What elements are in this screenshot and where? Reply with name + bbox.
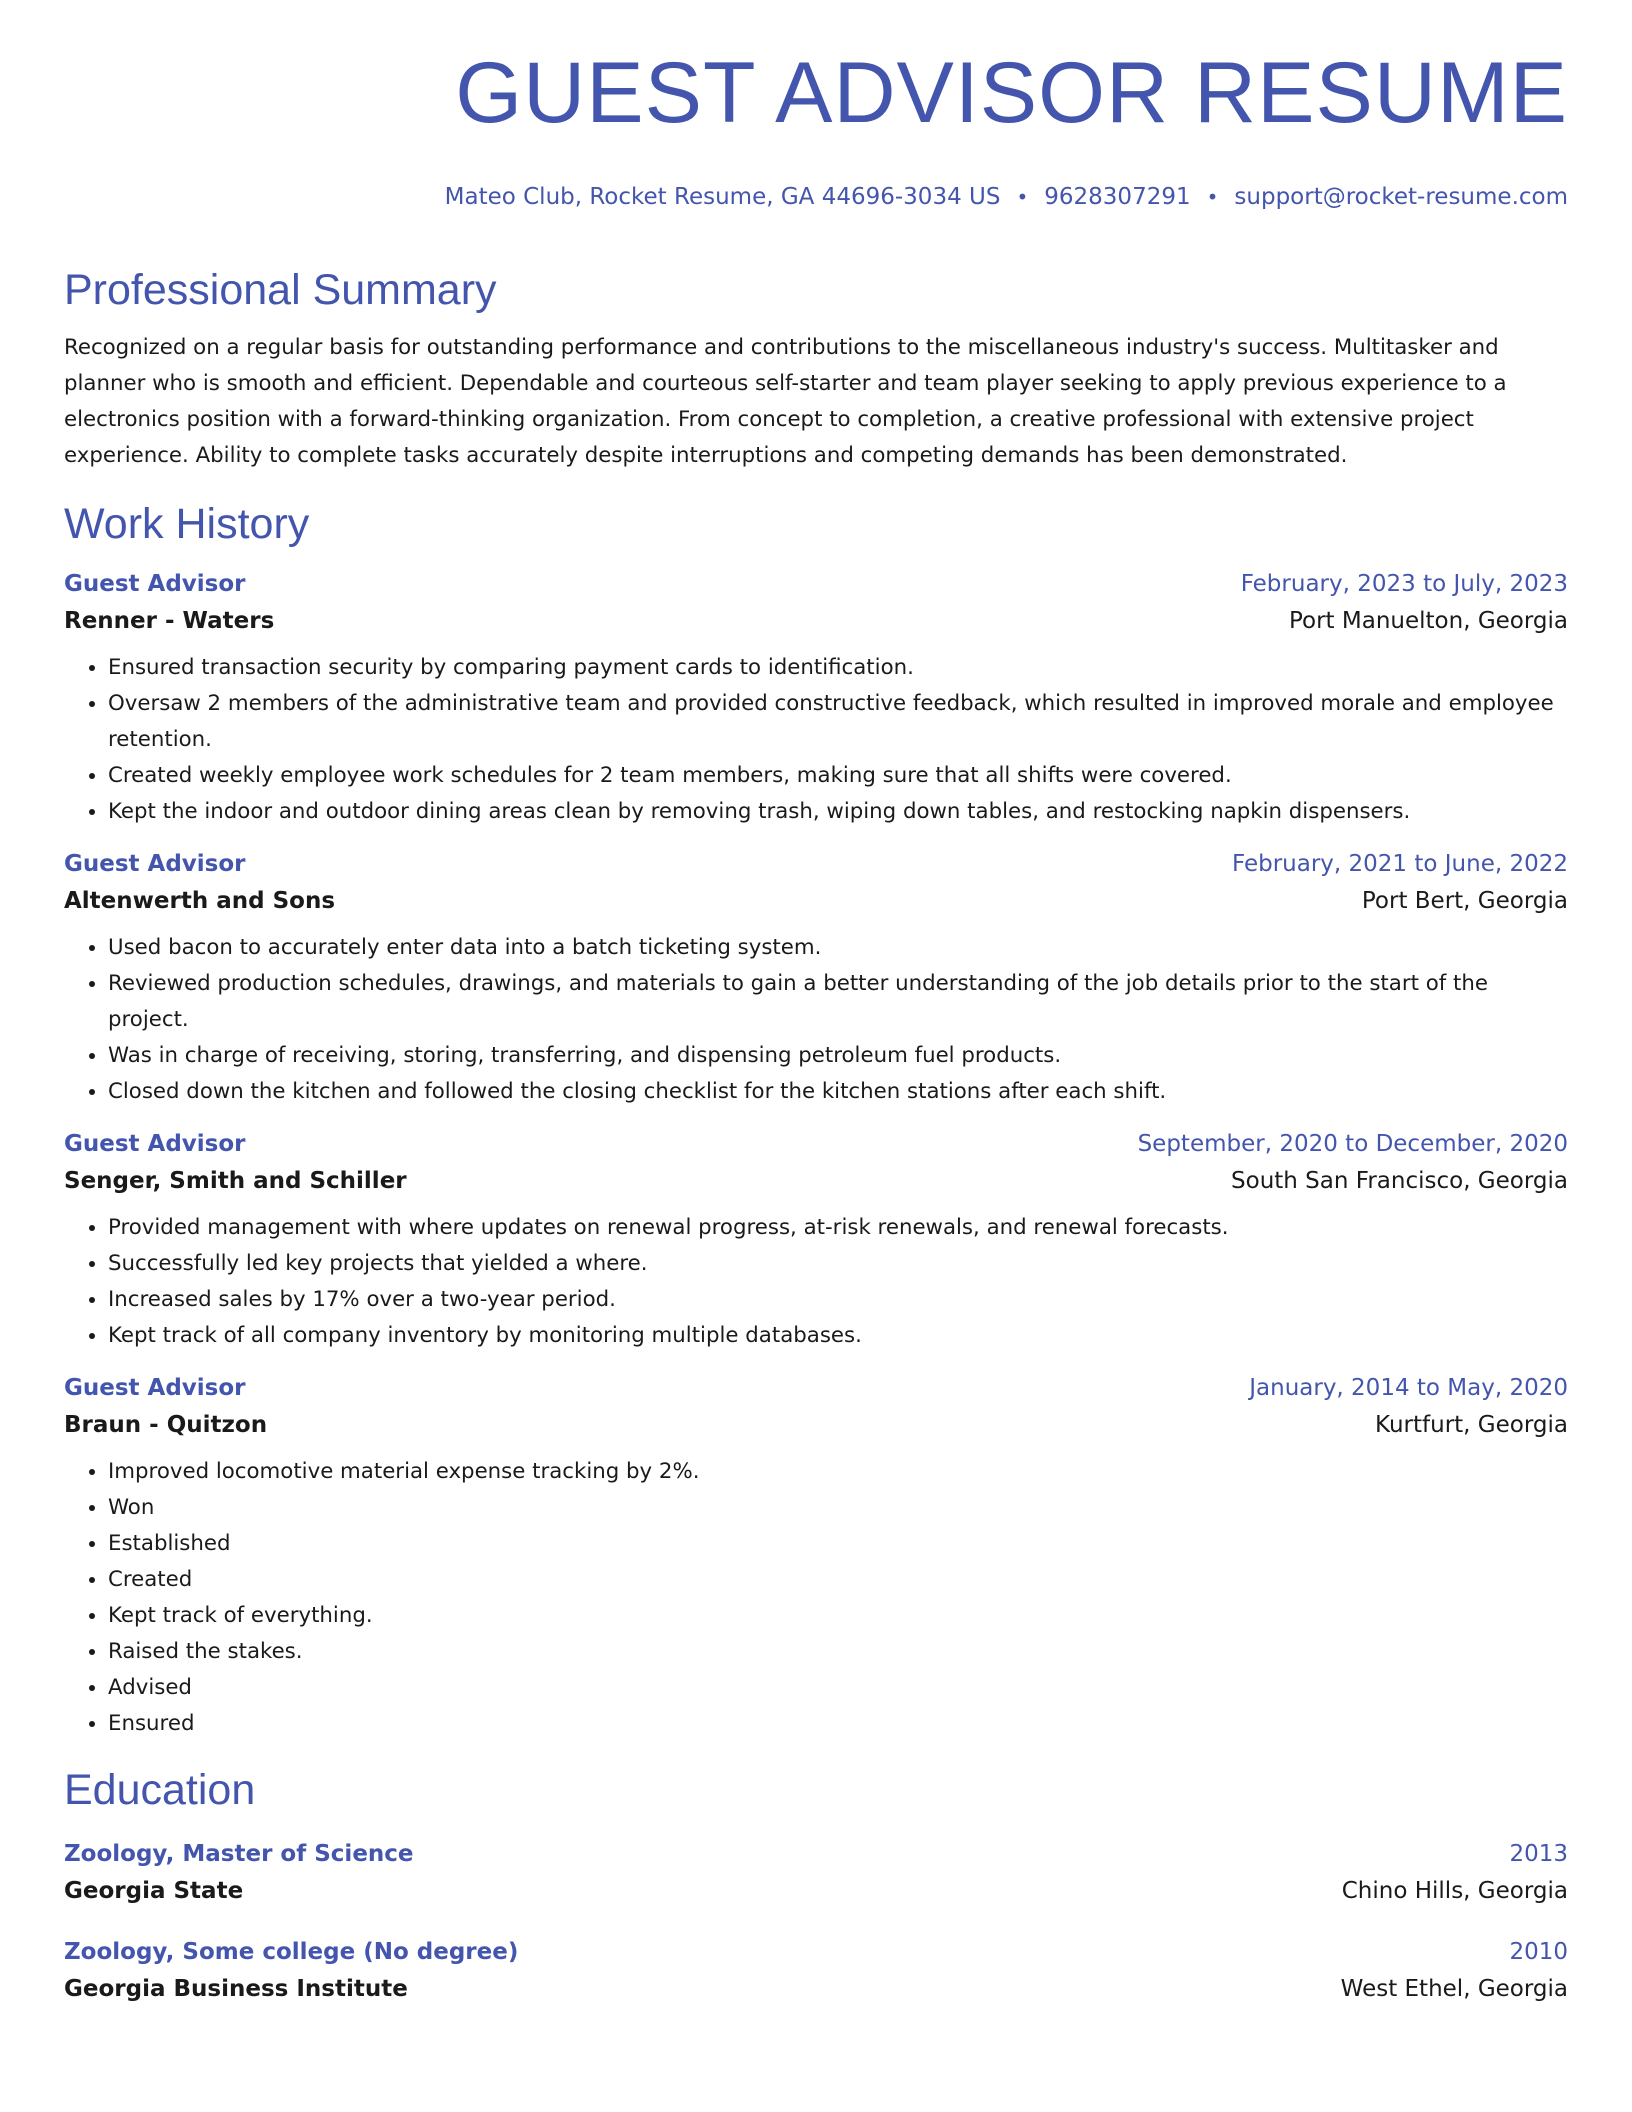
job-bullet: • Ensured transaction security by comparing payment cards to identification. xyxy=(108,650,1568,686)
education-section xyxy=(64,1762,1568,2008)
education-degree: Zoology, Some college (No degree) xyxy=(64,1939,519,1965)
job-company: Braun - Quitzon xyxy=(64,1412,268,1438)
job-location: Port Manuelton, Georgia xyxy=(1288,608,1568,634)
education-year: 2010 xyxy=(1509,1939,1568,1965)
summary-section xyxy=(64,262,1568,474)
job-bullet: • Raised the stakes. xyxy=(108,1634,1568,1670)
job-bullet: • Used bacon to accurately enter data into a batch ticketing system. xyxy=(108,930,1568,966)
job-dates: September, 2020 to December, 2020 xyxy=(1137,1131,1568,1157)
work-history-heading: Work History xyxy=(64,500,310,548)
job-dates: February, 2023 to July, 2023 xyxy=(1240,571,1568,597)
contact-email: support@rocket-resume.com xyxy=(1234,184,1568,210)
job-bullet: • Kept the indoor and outdoor dining areas clean by removing trash, wiping down tables, and restocking napkin dispensers. xyxy=(108,794,1568,830)
job-bullets xyxy=(64,650,1568,830)
job-title: Guest Advisor xyxy=(64,1375,246,1401)
education-school-row xyxy=(64,1970,1568,2008)
summary-text: Recognized on a regular basis for outstanding performance and contributions to the miscellaneous industry's success. Multitasker and planner who is smooth and efficient. Dependable and courteous self-starter and team player seeking to apply previous experience to a electronics position with a forward-thinking organization. From concept to completion, a creative professional with extensive project experience. Ability to complete tasks accurately despite interruptions and competing demands has been demonstrated. xyxy=(64,335,1507,468)
job-employer-row xyxy=(64,1406,1568,1444)
job-bullet: • Advised xyxy=(108,1670,1568,1706)
job-header xyxy=(64,846,1568,882)
work-history-section xyxy=(64,496,1568,1742)
job-header xyxy=(64,1370,1568,1406)
contact-phone: 9628307291 xyxy=(1044,184,1191,210)
education-header xyxy=(64,1836,1568,1872)
education-entry xyxy=(64,1836,1568,1910)
job-dates: February, 2021 to June, 2022 xyxy=(1231,851,1568,877)
contact-separator: • xyxy=(1206,185,1219,209)
job-company: Senger, Smith and Schiller xyxy=(64,1168,407,1194)
job-bullet: • Increased sales by 17% over a two-year period. xyxy=(108,1282,1568,1318)
education-year: 2013 xyxy=(1509,1841,1568,1867)
job-bullet: • Reviewed production schedules, drawings, and materials to gain a better understanding of the job details prior to the start of the project. xyxy=(108,966,1568,1038)
education-list xyxy=(64,1836,1568,2008)
job-dates: January, 2014 to May, 2020 xyxy=(1249,1375,1568,1401)
job-bullet: • Improved locomotive material expense tracking by 2%. xyxy=(108,1454,1568,1490)
education-degree: Zoology, Master of Science xyxy=(64,1841,414,1867)
job-entry xyxy=(64,566,1568,830)
job-bullets xyxy=(64,930,1568,1110)
job-location: Kurtfurt, Georgia xyxy=(1375,1412,1568,1438)
summary-heading: Professional Summary xyxy=(64,266,497,314)
education-school: Georgia Business Institute xyxy=(64,1976,408,2002)
job-bullets xyxy=(64,1454,1568,1742)
job-bullets xyxy=(64,1210,1568,1354)
job-bullet: • Was in charge of receiving, storing, transferring, and dispensing petroleum fuel products. xyxy=(108,1038,1568,1074)
job-location: South San Francisco, Georgia xyxy=(1231,1168,1568,1194)
job-header xyxy=(64,566,1568,602)
job-bullet: • Oversaw 2 members of the administrative team and provided constructive feedback, which resulted in improved morale and employee retention. xyxy=(108,686,1568,758)
contact-separator: • xyxy=(1016,185,1029,209)
job-bullet: • Kept track of all company inventory by monitoring multiple databases. xyxy=(108,1318,1568,1354)
job-bullet: • Ensured xyxy=(108,1706,1568,1742)
job-company: Renner - Waters xyxy=(64,608,275,634)
job-bullet: • Won xyxy=(108,1490,1568,1526)
job-header xyxy=(64,1126,1568,1162)
job-company: Altenwerth and Sons xyxy=(64,888,336,914)
resume-content xyxy=(64,262,1568,2008)
job-bullet: • Established xyxy=(108,1526,1568,1562)
job-bullet: • Kept track of everything. xyxy=(108,1598,1568,1634)
job-entry xyxy=(64,1126,1568,1354)
job-title: Guest Advisor xyxy=(64,1131,246,1157)
job-bullet: • Successfully led key projects that yielded a where. xyxy=(108,1246,1568,1282)
education-entry xyxy=(64,1934,1568,2008)
education-school: Georgia State xyxy=(64,1878,244,1904)
education-header xyxy=(64,1934,1568,1970)
contact-line xyxy=(445,182,1568,212)
education-school-row xyxy=(64,1872,1568,1910)
job-employer-row xyxy=(64,882,1568,920)
job-bullet: • Created weekly employee work schedules for 2 team members, making sure that all shifts were covered. xyxy=(108,758,1568,794)
job-employer-row xyxy=(64,1162,1568,1200)
education-location: Chino Hills, Georgia xyxy=(1341,1878,1568,1904)
job-entry xyxy=(64,846,1568,1110)
job-bullet: • Closed down the kitchen and followed the closing checklist for the kitchen stations after each shift. xyxy=(108,1074,1568,1110)
job-bullet: • Created xyxy=(108,1562,1568,1598)
job-title: Guest Advisor xyxy=(64,571,246,597)
job-title: Guest Advisor xyxy=(64,851,246,877)
job-location: Port Bert, Georgia xyxy=(1361,888,1568,914)
job-employer-row xyxy=(64,602,1568,640)
job-bullet: • Provided management with where updates on renewal progress, at-risk renewals, and renewal forecasts. xyxy=(108,1210,1568,1246)
education-heading: Education xyxy=(64,1766,256,1814)
job-list xyxy=(64,566,1568,1742)
resume-title: GUEST ADVISOR RESUME xyxy=(455,45,1568,141)
job-entry xyxy=(64,1370,1568,1742)
contact-address: Mateo Club, Rocket Resume, GA 44696-3034 US xyxy=(444,184,1001,210)
education-location: West Ethel, Georgia xyxy=(1340,1976,1568,2002)
